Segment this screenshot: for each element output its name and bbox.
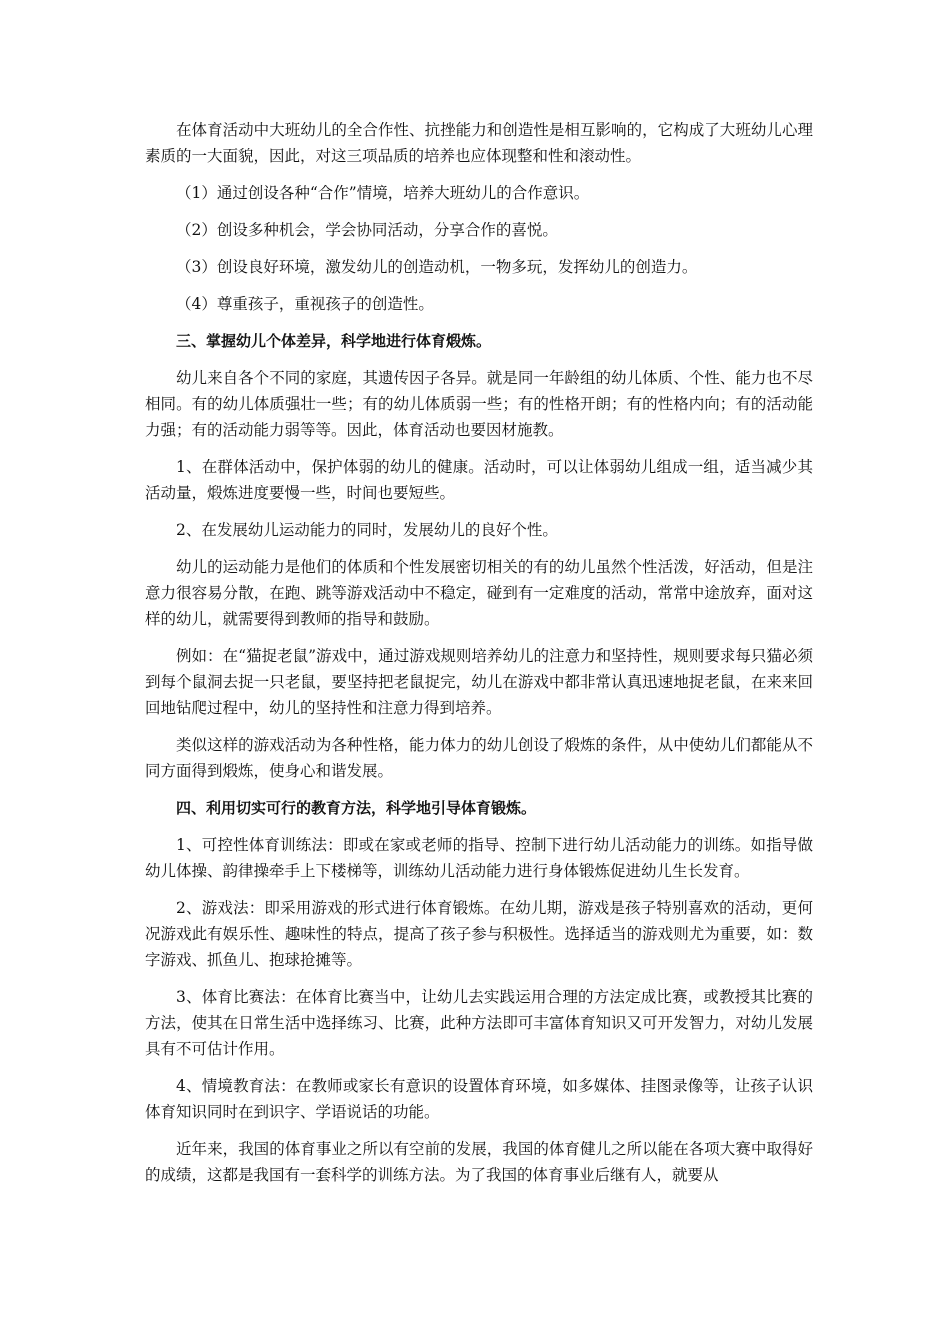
body-paragraph: 1、可控性体育训练法：即或在家或老师的指导、控制下进行幼儿活动能力的训练。如指导做幼儿体操、韵律操牵手上下楼梯等，训练幼儿活动能力进行身体锻炼促进幼儿生长发育。 — [145, 836, 813, 880]
list-item: （1）通过创设各种“合作”情境，培养大班幼儿的合作意识。 — [176, 184, 590, 202]
body-paragraph: 在体育活动中大班幼儿的全合作性、抗挫能力和创造性是相互影响的，它构成了大班幼儿心理素质的一大面貌，因此，对这三项品质的培养也应体现整和性和滚动性。 — [145, 121, 813, 165]
body-paragraph: 2、游戏法：即采用游戏的形式进行体育锻炼。在幼儿期，游戏是孩子特别喜欢的活动，更何况游戏此有娱乐性、趣味性的特点，提高了孩子参与积极性。选择适当的游戏则尤为重要，如：数字游戏、抓鱼儿、抱球抢摊等。 — [145, 899, 813, 969]
section-heading: 四、利用切实可行的教育方法，科学地引导体育锻炼。 — [176, 799, 537, 817]
list-item: （4）尊重孩子，重视孩子的创造性。 — [176, 295, 434, 313]
body-paragraph: 近年来，我国的体育事业之所以有空前的发展，我国的体育健儿之所以能在各项大赛中取得好的成绩，这都是我国有一套科学的训练方法。为了我国的体育事业后继有人，就要从 — [145, 1140, 813, 1184]
body-paragraph: 4、情境教育法：在教师或家长有意识的设置体育环境，如多媒体、挂图录像等，让孩子认识体育知识同时在到识字、学语说话的功能。 — [145, 1077, 813, 1121]
section-heading: 三、掌握幼儿个体差异，科学地进行体育煅炼。 — [176, 332, 492, 350]
body-paragraph: 例如：在“猫捉老鼠”游戏中，通过游戏规则培养幼儿的注意力和坚持性，规则要求每只猫必须到每个鼠洞去捉一只老鼠，要坚持把老鼠捉完，幼儿在游戏中都非常认真迅速地捉老鼠，在来来回回地钻爬过程中，幼儿的坚持性和注意力得到培养。 — [145, 647, 813, 717]
body-paragraph: 类似这样的游戏活动为各种性格，能力体力的幼儿创设了煅炼的条件，从中使幼儿们都能从不同方面得到煅炼，使身心和谐发展。 — [145, 736, 813, 780]
list-item: （2）创设多种机会，学会协同活动，分享合作的喜悦。 — [176, 221, 558, 239]
body-paragraph: 3、体育比赛法：在体育比赛当中，让幼儿去实践运用合理的方法定成比赛，或教授其比赛的方法，使其在日常生活中选择练习、比赛，此种方法即可丰富体育知识又可开发智力，对幼儿发展具有不可估计作用。 — [145, 988, 813, 1058]
list-item: （3）创设良好环境，激发幼儿的创造动机，一物多玩，发挥幼儿的创造力。 — [176, 258, 698, 276]
body-paragraph: 幼儿的运动能力是他们的体质和个性发展密切相关的有的幼儿虽然个性活泼，好活动，但是注意力很容易分散，在跑、跳等游戏活动中不稳定，碰到有一定难度的活动，常常中途放弃，面对这样的幼儿，就需要得到教师的指导和鼓励。 — [145, 558, 813, 628]
body-paragraph: 1、在群体活动中，保护体弱的幼儿的健康。活动时，可以让体弱幼儿组成一组，适当减少其活动量，煅炼进度要慢一些，时间也要短些。 — [145, 458, 813, 502]
body-paragraph: 幼儿来自各个不同的家庭，其遗传因子各异。就是同一年龄组的幼儿体质、个性、能力也不尽相同。有的幼儿体质强壮一些；有的幼儿体质弱一些；有的性格开朗；有的性格内向；有的活动能力强；有的活动能力弱等等。因此，体育活动也要因材施教。 — [145, 369, 813, 439]
document-body — [145, 117, 813, 1199]
body-paragraph: 2、在发展幼儿运动能力的同时，发展幼儿的良好个性。 — [176, 521, 558, 539]
